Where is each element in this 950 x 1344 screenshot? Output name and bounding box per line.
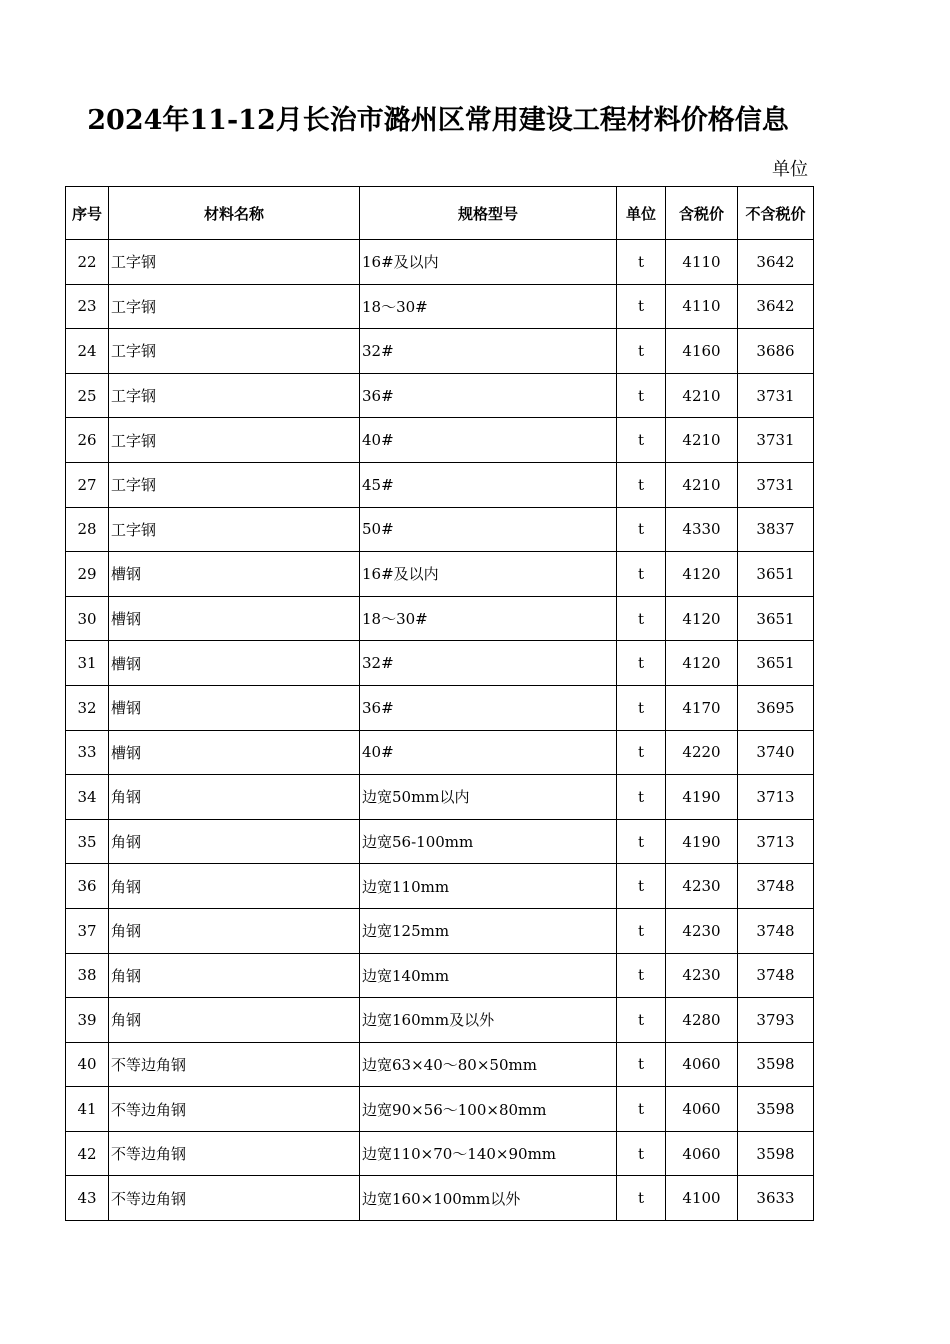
cell-unit: t: [617, 775, 666, 820]
cell-price-with-tax: 4120: [666, 552, 738, 597]
table-row: [66, 1042, 814, 1087]
cell-unit: t: [617, 552, 666, 597]
table-row: [66, 596, 814, 641]
cell-price-without-tax: 3837: [738, 507, 814, 552]
header-price-with-tax: 含税价: [666, 187, 738, 240]
cell-serial: 37: [66, 908, 109, 953]
cell-material-name: 角钢: [109, 864, 360, 909]
cell-serial: 42: [66, 1131, 109, 1176]
cell-price-with-tax: 4100: [666, 1176, 738, 1221]
cell-serial: 31: [66, 641, 109, 686]
header-unit: 单位: [617, 187, 666, 240]
cell-serial: 29: [66, 552, 109, 597]
cell-unit: t: [617, 418, 666, 463]
cell-material-name: 工字钢: [109, 462, 360, 507]
cell-serial: 25: [66, 373, 109, 418]
cell-price-with-tax: 4160: [666, 329, 738, 374]
cell-price-with-tax: 4230: [666, 953, 738, 998]
cell-price-without-tax: 3731: [738, 418, 814, 463]
cell-material-name: 不等边角钢: [109, 1131, 360, 1176]
cell-price-with-tax: 4110: [666, 240, 738, 285]
header-price-without-tax: 不含税价: [738, 187, 814, 240]
cell-unit: t: [617, 1131, 666, 1176]
cell-unit: t: [617, 1042, 666, 1087]
table-row: [66, 908, 814, 953]
cell-price-with-tax: 4190: [666, 775, 738, 820]
cell-spec: 边宽90×56～100×80mm: [360, 1087, 617, 1132]
cell-material-name: 槽钢: [109, 596, 360, 641]
cell-unit: t: [617, 373, 666, 418]
cell-spec: 边宽110×70～140×90mm: [360, 1131, 617, 1176]
cell-serial: 43: [66, 1176, 109, 1221]
cell-price-without-tax: 3598: [738, 1042, 814, 1087]
cell-spec: 40#: [360, 418, 617, 463]
table-row: [66, 775, 814, 820]
cell-spec: 50#: [360, 507, 617, 552]
cell-unit: t: [617, 641, 666, 686]
cell-price-with-tax: 4120: [666, 641, 738, 686]
cell-spec: 40#: [360, 730, 617, 775]
cell-spec: 边宽160mm及以外: [360, 998, 617, 1043]
cell-spec: 边宽140mm: [360, 953, 617, 998]
cell-spec: 32#: [360, 641, 617, 686]
cell-serial: 40: [66, 1042, 109, 1087]
cell-unit: t: [617, 819, 666, 864]
cell-price-with-tax: 4110: [666, 284, 738, 329]
cell-material-name: 角钢: [109, 775, 360, 820]
cell-material-name: 角钢: [109, 998, 360, 1043]
cell-unit: t: [617, 1087, 666, 1132]
table-row: [66, 418, 814, 463]
cell-unit: t: [617, 329, 666, 374]
cell-material-name: 槽钢: [109, 730, 360, 775]
cell-unit: t: [617, 730, 666, 775]
cell-price-with-tax: 4170: [666, 685, 738, 730]
table-row: [66, 685, 814, 730]
cell-spec: 边宽50mm以内: [360, 775, 617, 820]
cell-serial: 24: [66, 329, 109, 374]
cell-price-without-tax: 3642: [738, 284, 814, 329]
cell-price-without-tax: 3651: [738, 596, 814, 641]
cell-spec: 36#: [360, 685, 617, 730]
page-title: 2024年11-12月长治市潞州区常用建设工程材料价格信息: [87, 105, 789, 136]
cell-serial: 39: [66, 998, 109, 1043]
cell-unit: t: [617, 953, 666, 998]
cell-spec: 边宽56-100mm: [360, 819, 617, 864]
cell-material-name: 工字钢: [109, 329, 360, 374]
table-row: [66, 998, 814, 1043]
cell-serial: 36: [66, 864, 109, 909]
cell-price-without-tax: 3651: [738, 641, 814, 686]
cell-price-with-tax: 4190: [666, 819, 738, 864]
cell-spec: 36#: [360, 373, 617, 418]
cell-serial: 32: [66, 685, 109, 730]
cell-material-name: 角钢: [109, 819, 360, 864]
cell-spec: 边宽63×40～80×50mm: [360, 1042, 617, 1087]
cell-material-name: 角钢: [109, 953, 360, 998]
cell-spec: 边宽160×100mm以外: [360, 1176, 617, 1221]
cell-material-name: 工字钢: [109, 507, 360, 552]
cell-serial: 30: [66, 596, 109, 641]
cell-price-with-tax: 4210: [666, 373, 738, 418]
cell-material-name: 槽钢: [109, 685, 360, 730]
table-row: [66, 641, 814, 686]
cell-material-name: 槽钢: [109, 641, 360, 686]
cell-spec: 16#及以内: [360, 552, 617, 597]
cell-serial: 26: [66, 418, 109, 463]
table-row: [66, 1131, 814, 1176]
cell-price-without-tax: 3713: [738, 775, 814, 820]
cell-material-name: 工字钢: [109, 373, 360, 418]
table-row: [66, 953, 814, 998]
cell-material-name: 角钢: [109, 908, 360, 953]
cell-price-without-tax: 3748: [738, 864, 814, 909]
cell-unit: t: [617, 507, 666, 552]
cell-serial: 23: [66, 284, 109, 329]
cell-serial: 22: [66, 240, 109, 285]
cell-unit: t: [617, 462, 666, 507]
table-row: [66, 373, 814, 418]
cell-material-name: 工字钢: [109, 418, 360, 463]
cell-price-without-tax: 3713: [738, 819, 814, 864]
cell-serial: 38: [66, 953, 109, 998]
cell-price-without-tax: 3598: [738, 1131, 814, 1176]
cell-price-without-tax: 3748: [738, 953, 814, 998]
cell-price-with-tax: 4210: [666, 462, 738, 507]
cell-serial: 41: [66, 1087, 109, 1132]
cell-material-name: 工字钢: [109, 240, 360, 285]
cell-unit: t: [617, 864, 666, 909]
cell-material-name: 不等边角钢: [109, 1176, 360, 1221]
cell-price-with-tax: 4330: [666, 507, 738, 552]
cell-price-without-tax: 3695: [738, 685, 814, 730]
table-row: [66, 864, 814, 909]
cell-material-name: 工字钢: [109, 284, 360, 329]
cell-price-without-tax: 3598: [738, 1087, 814, 1132]
cell-unit: t: [617, 284, 666, 329]
cell-price-with-tax: 4230: [666, 908, 738, 953]
cell-spec: 16#及以内: [360, 240, 617, 285]
cell-serial: 34: [66, 775, 109, 820]
table-row: [66, 329, 814, 374]
cell-price-without-tax: 3642: [738, 240, 814, 285]
cell-unit: t: [617, 998, 666, 1043]
table-row: [66, 284, 814, 329]
cell-price-with-tax: 4210: [666, 418, 738, 463]
cell-price-without-tax: 3633: [738, 1176, 814, 1221]
cell-price-without-tax: 3651: [738, 552, 814, 597]
cell-price-with-tax: 4060: [666, 1131, 738, 1176]
cell-price-with-tax: 4120: [666, 596, 738, 641]
cell-serial: 27: [66, 462, 109, 507]
cell-material-name: 槽钢: [109, 552, 360, 597]
table-row: [66, 1176, 814, 1221]
price-table: [65, 186, 814, 1221]
cell-serial: 33: [66, 730, 109, 775]
cell-price-with-tax: 4280: [666, 998, 738, 1043]
table-row: [66, 240, 814, 285]
cell-spec: 18～30#: [360, 596, 617, 641]
cell-serial: 28: [66, 507, 109, 552]
cell-price-without-tax: 3793: [738, 998, 814, 1043]
cell-price-with-tax: 4060: [666, 1087, 738, 1132]
cell-unit: t: [617, 908, 666, 953]
cell-unit: t: [617, 596, 666, 641]
cell-price-with-tax: 4060: [666, 1042, 738, 1087]
cell-price-without-tax: 3748: [738, 908, 814, 953]
cell-price-with-tax: 4220: [666, 730, 738, 775]
cell-spec: 45#: [360, 462, 617, 507]
table-row: [66, 730, 814, 775]
table-row: [66, 819, 814, 864]
cell-spec: 边宽110mm: [360, 864, 617, 909]
header-spec: 规格型号: [360, 187, 617, 240]
table-row: [66, 552, 814, 597]
cell-price-without-tax: 3731: [738, 462, 814, 507]
cell-material-name: 不等边角钢: [109, 1087, 360, 1132]
cell-unit: t: [617, 240, 666, 285]
table-row: [66, 462, 814, 507]
table-row: [66, 507, 814, 552]
header-serial: 序号: [66, 187, 109, 240]
cell-unit: t: [617, 685, 666, 730]
cell-material-name: 不等边角钢: [109, 1042, 360, 1087]
table-header-row: [66, 187, 814, 240]
cell-price-without-tax: 3731: [738, 373, 814, 418]
cell-price-without-tax: 3740: [738, 730, 814, 775]
table-row: [66, 1087, 814, 1132]
cell-unit: t: [617, 1176, 666, 1221]
header-material-name: 材料名称: [109, 187, 360, 240]
cell-spec: 边宽125mm: [360, 908, 617, 953]
unit-label: 单位: [772, 159, 808, 180]
cell-price-without-tax: 3686: [738, 329, 814, 374]
cell-price-with-tax: 4230: [666, 864, 738, 909]
cell-spec: 18～30#: [360, 284, 617, 329]
cell-serial: 35: [66, 819, 109, 864]
cell-spec: 32#: [360, 329, 617, 374]
